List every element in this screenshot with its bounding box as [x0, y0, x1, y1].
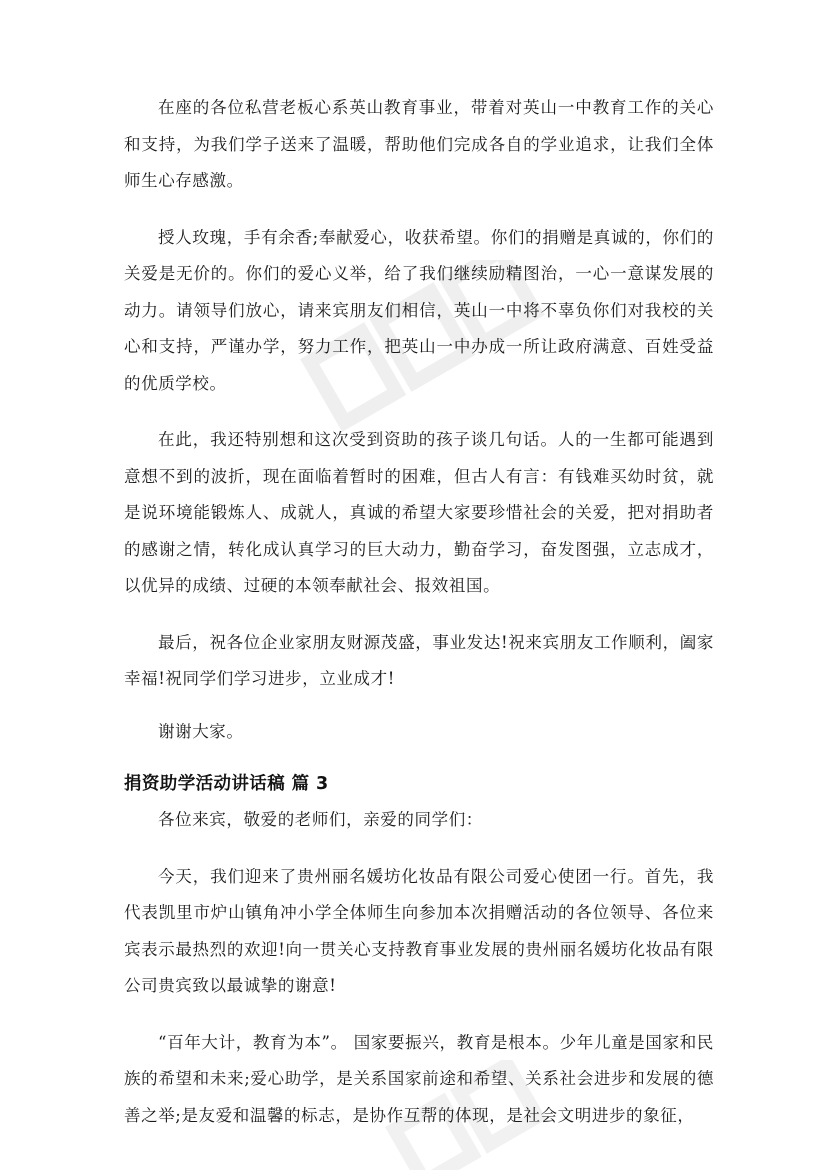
paragraph-wishes: 最后，祝各位企业家朋友财源茂盛，事业发达!祝来宾朋友工作顺利，阖家幸福!祝同学们学习进步，立业成才! — [124, 632, 714, 688]
paragraph-gratitude: 在座的各位私营老板心系英山教育事业，带着对英山一中教育工作的关心和支持，为我们学子送来了温暖，帮助他们完成各自的学业追求，让我们全体师生心存感激。 — [124, 98, 714, 190]
paragraph-thanks: 谢谢大家。 — [158, 721, 244, 741]
paragraph-to-students: 在此，我还特别想和这次受到资助的孩子谈几句话。人的一生都可能遇到意想不到的波折，现在面临着暂时的困难，但古人有言：有钱难买幼时贫，就是说环境能锻炼人、成就人，真诚的希望大家要珍惜社会的关爱，把对捐助者的感谢之情，转化成认真学习的巨大动力，勤奋学习，奋发图强，立志成才，以优异的成绩、过硬的本领奉献社会、报效祖国。 — [124, 430, 714, 595]
document-body — [124, 90, 714, 1134]
paragraph-education: “百年大计，教育为本”。 国家要振兴，教育是根本。少年儿童是国家和民族的希望和未来;爱心助学，是关系国家前途和希望、关系社会进步和发展的德善之举;是友爱和温馨的标志，是协作互帮的体现，是社会文明进步的象征， — [124, 1032, 714, 1125]
paragraph-roses: 授人玫瑰，手有余香;奉献爱心，收获希望。你们的捐赠是真诚的，你们的关爱是无价的。你们的爱心义举，给了我们继续励精图治，一心一意谋发展的动力。请领导们放心，请来宾朋友们相信，英山一中将不辜负你们对我校的关心和支持，严谨办学，努力工作，把英山一中办成一所让政府满意、百姓受益的优质学校。 — [124, 227, 714, 393]
section-heading: 捐资助学活动讲话稿 篇 3 — [124, 774, 329, 794]
paragraph-greeting: 各位来宾，敬爱的老师们，亲爱的同学们： — [158, 810, 483, 829]
paragraph-welcome: 今天，我们迎来了贵州丽名媛坊化妆品有限公司爱心使团一行。首先，我代表凯里市炉山镇角冲小学全体师生向参加本次捐赠活动的各位领导、各位来宾表示最热烈的欢迎!向一贯关心支持教育事业发展的贵州丽名媛坊化妆品有限公司贵宾致以最诚挚的谢意! — [124, 866, 714, 995]
